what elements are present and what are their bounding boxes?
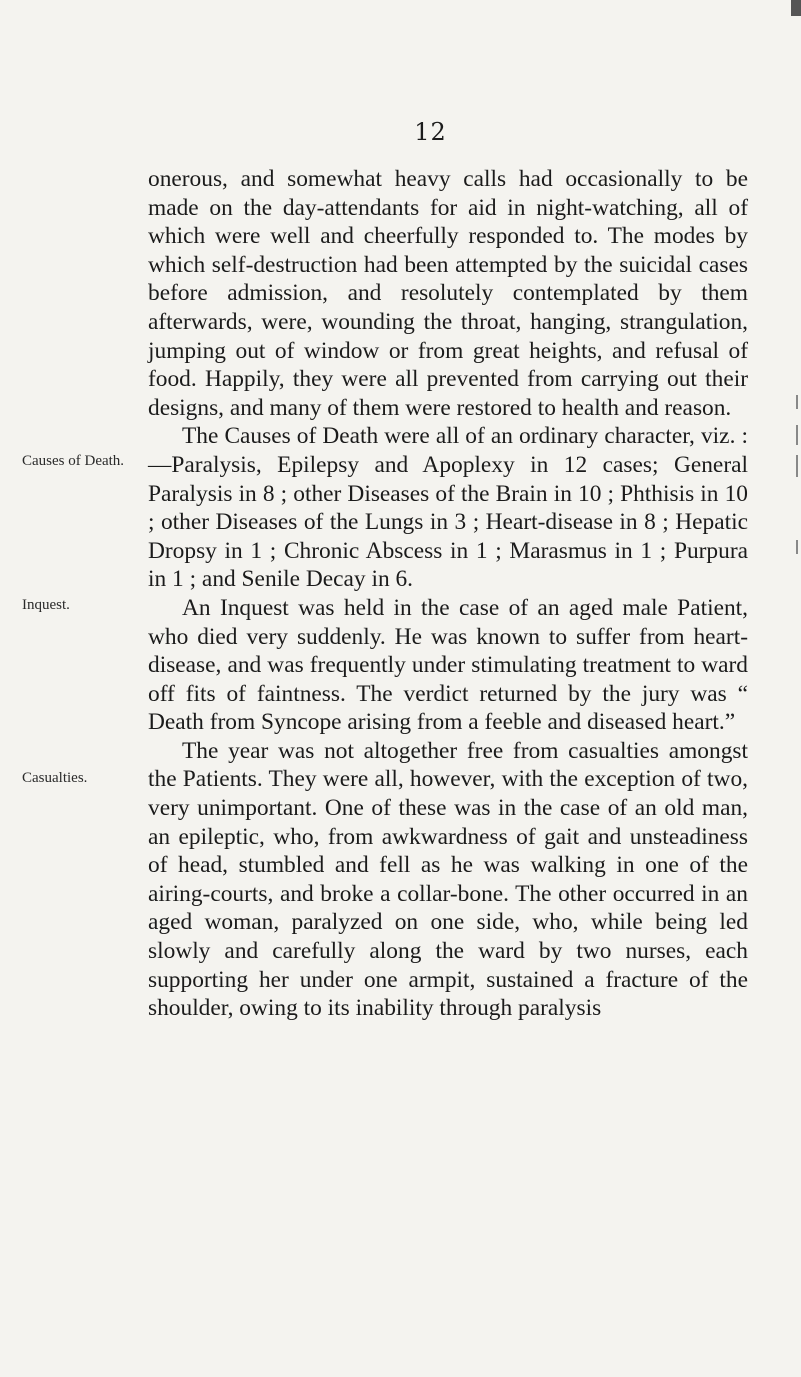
- paragraph-inquest: An Inquest was held in the case of an aged male Patient, who died very suddenly. He was known to suffer from heart-disease, and was frequently under stimulating treatment to ward off fits of faintness. The verdict returned by the jury was “ Death from Syncope arising from a feeble and diseased heart.”: [148, 594, 748, 736]
- paragraph-causes-of-death: The Causes of Death were all of an ordinary character, viz. :—Paralysis, Epilepsy and Apoplexy in 12 cases; General Paralysis in 8 ; other Diseases of the Brain in 10 ; Phthisis in 10 ; other Diseases of the Lungs in 3 ; Heart-disease in 8 ; Hepatic Dropsy in 1 ; Chronic Abscess in 1 ; Marasmus in 1 ; Purpura in 1 ; and Senile Decay in 6.: [148, 423, 748, 593]
- scan-edge-marks: [787, 0, 801, 1377]
- paragraph-continuation: onerous, and somewhat heavy calls had occasionally to be made on the day-attendants for aid in night-watching, all of which were well and cheerfully responded to. The modes by which self-destruction had been attempted by the suicidal cases before admission, and resolutely contemplated by them afterwards, were, wounding the throat, hanging, strangulation, jumping out of window or from great heights, and refusal of food. Happily, they were all prevented from carrying out their designs, and many of them were restored to health and reason.: [148, 166, 748, 421]
- edge-mark: [796, 395, 798, 409]
- edge-mark: [796, 540, 798, 554]
- margin-note-casualties: Casualties.: [22, 770, 88, 786]
- margin-note-causes-of-death: Causes of Death.: [22, 453, 125, 469]
- margin-note-inquest: Inquest.: [22, 597, 70, 613]
- body-text: [148, 165, 748, 1023]
- edge-mark: [796, 455, 798, 477]
- paragraph-casualties: The year was not altogether free from casualties amongst the Patients. They were all, however, with the exception of two, very unimportant. One of these was in the case of an old man, an epileptic, who, from awkwardness of gait and unsteadiness of head, stumbled and fell as he was walking in one of the airing-courts, and broke a collar-bone. The other occurred in an aged woman, paralyzed on one side, who, while being led slowly and carefully along the ward by two nurses, each supporting her under one armpit, sustained a fracture of the shoulder, owing to its inability through paralysis: [148, 737, 748, 1022]
- page-number: 12: [414, 118, 447, 146]
- edge-mark: [796, 425, 798, 445]
